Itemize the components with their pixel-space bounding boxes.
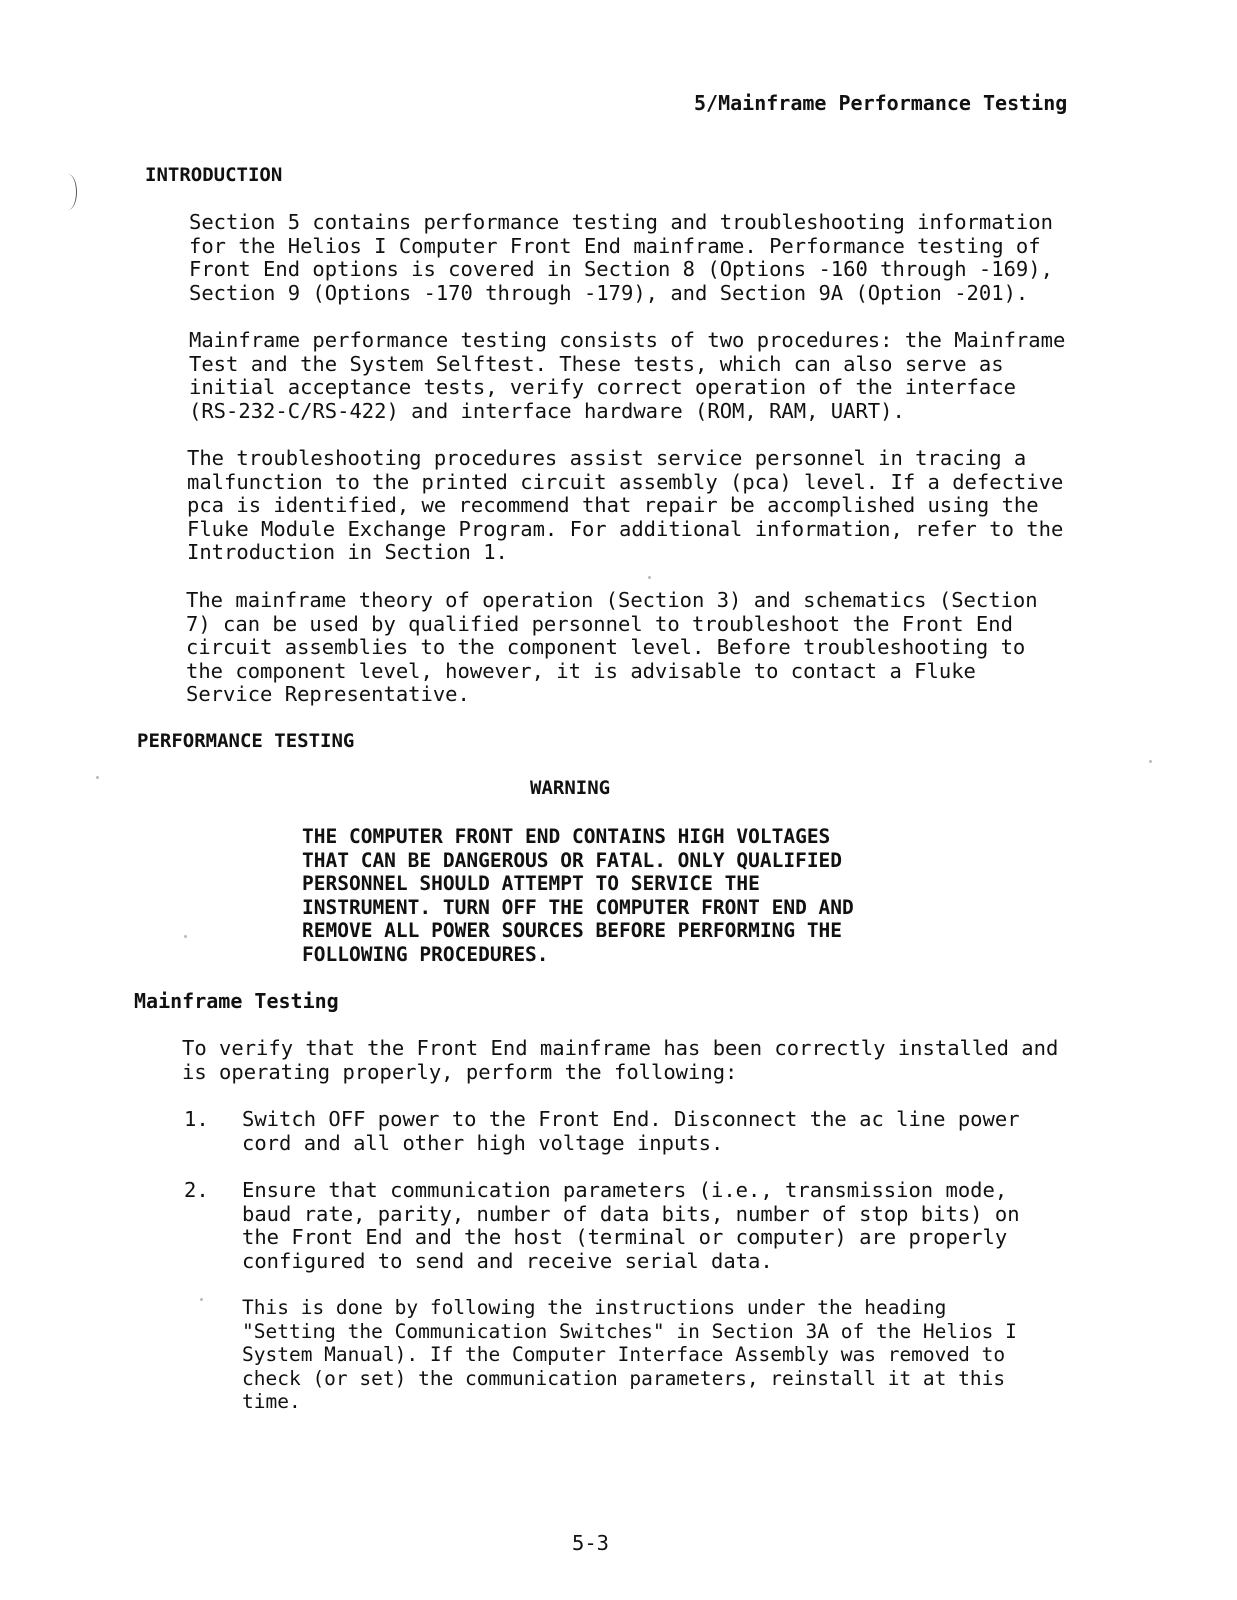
- step-2-note: This is done by following the instructions under the heading "Setting the Communication Switches" in Section 3A of the Helios I System Manual). If the Computer Interface Assembly was removed to check (or set) the communication parameters, reinstall it at this time.: [242, 1296, 1017, 1413]
- page-number: 5-3: [572, 1531, 610, 1555]
- scan-speck: [200, 1298, 203, 1301]
- running-header: 5/Mainframe Performance Testing: [694, 91, 1068, 115]
- step-number-2: 2.: [184, 1178, 209, 1202]
- step-text-1: Switch OFF power to the Front End. Disconnect the ac line power cord and all other high voltage inputs.: [242, 1107, 1020, 1155]
- introduction-heading: INTRODUCTION: [145, 164, 283, 186]
- performance-testing-heading: PERFORMANCE TESTING: [137, 730, 355, 752]
- mainframe-testing-intro: To verify that the Front End mainframe has been correctly installed and is operating properly, perform the following:: [182, 1036, 1059, 1084]
- scan-speck: [1149, 760, 1152, 763]
- intro-paragraph-4: The mainframe theory of operation (Section 3) and schematics (Section 7) can be used by qualified personnel to troubleshoot the Front End circuit assemblies to the component level. Before troubleshooting to the component level, however, it is advisable to contact a Fluke Service Representative.: [186, 588, 1038, 706]
- warning-title: WARNING: [530, 777, 611, 799]
- intro-paragraph-1: Section 5 contains performance testing and troubleshooting information for the Helios I Computer Front End mainframe. Performance testing of Front End options is covered in Section 8 (Options -160 through -169), Section 9 (Options -170 through -179), and Section 9A (Option -201).: [189, 210, 1053, 305]
- scan-speck: [96, 776, 99, 779]
- warning-text: THE COMPUTER FRONT END CONTAINS HIGH VOLTAGES THAT CAN BE DANGEROUS OR FATAL. ONLY QUALIFIED PERSONNEL SHOULD ATTEMPT TO SERVICE THE INSTRUMENT. TURN OFF THE COMPUTER FRONT END AND REMOVE ALL POWER SOURCES BEFORE PERFORMING THE FOLLOWING PROCEDURES.: [302, 825, 854, 966]
- step-text-2: Ensure that communication parameters (i.e., transmission mode, baud rate, parity, number of data bits, number of stop bits) on the Front End and the host (terminal or computer) are properly configured to send and receive serial data.: [242, 1178, 1020, 1273]
- mainframe-testing-heading: Mainframe Testing: [134, 989, 339, 1013]
- step-number-1: 1.: [184, 1107, 209, 1131]
- intro-paragraph-2: Mainframe performance testing consists of two procedures: the Mainframe Test and the System Selftest. These tests, which can also serve as initial acceptance tests, verify correct operation of the interface (RS-232-C/RS-422) and interface hardware (ROM, RAM, UART).: [189, 328, 1066, 423]
- intro-paragraph-3: The troubleshooting procedures assist service personnel in tracing a malfunction to the printed circuit assembly (pca) level. If a defective pca is identified, we recommend that repair be accomplished using the Fluke Module Exchange Program. For additional information, refer to the Introduction in Section 1.: [187, 446, 1064, 564]
- scan-speck: [648, 576, 651, 579]
- scan-speck: [184, 935, 187, 938]
- margin-bracket-mark: [62, 174, 77, 210]
